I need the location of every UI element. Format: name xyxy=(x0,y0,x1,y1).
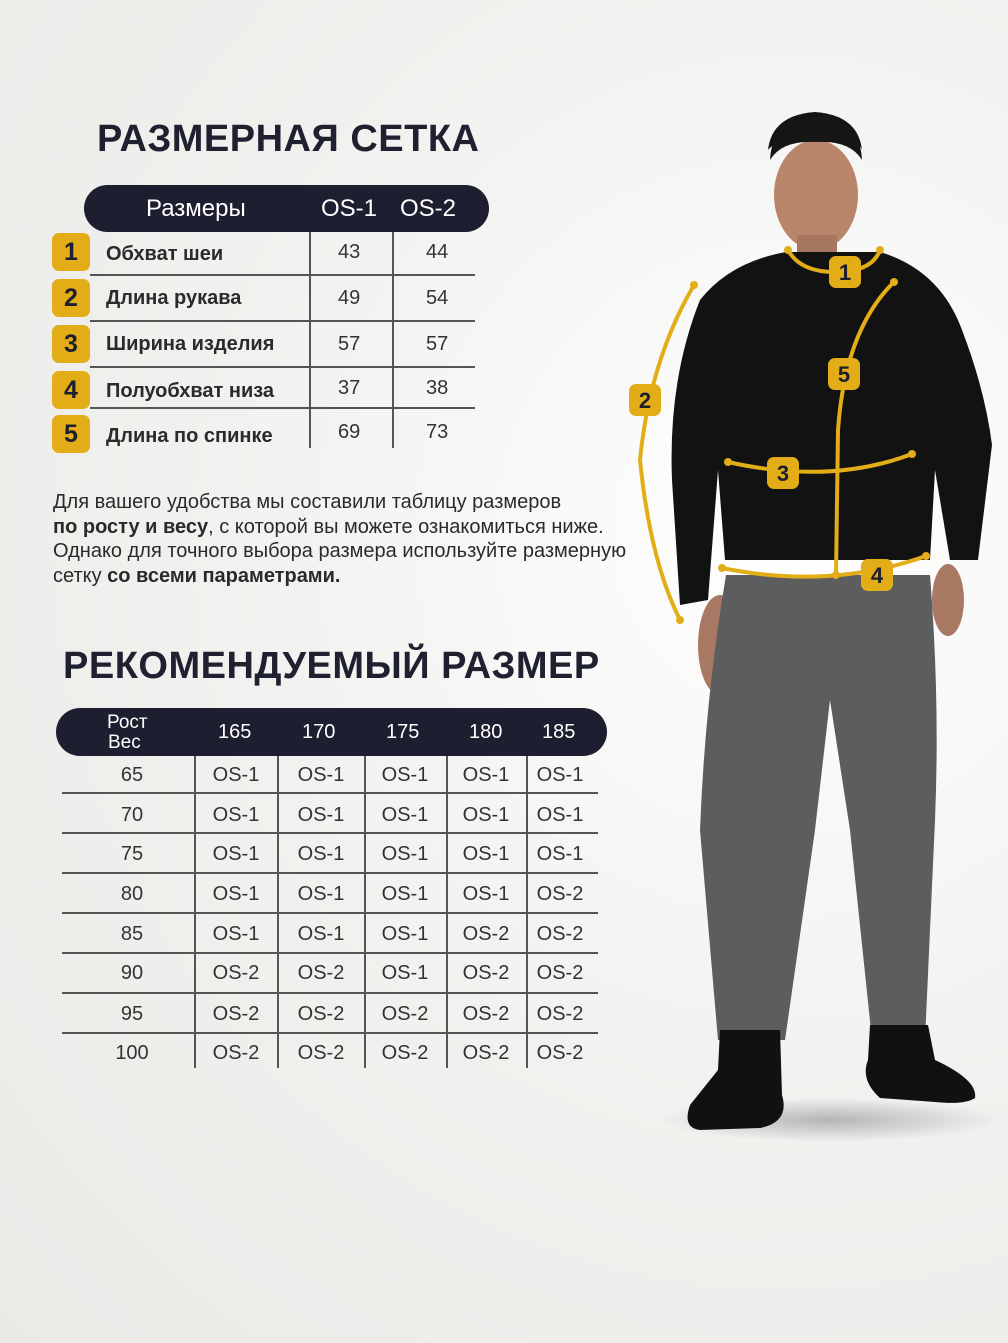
recommended-size-cell: OS-1 xyxy=(462,883,510,905)
recommended-size-cell: OS-2 xyxy=(536,883,584,905)
weight-cell: 65 xyxy=(120,764,144,786)
recommended-size-cell: OS-2 xyxy=(212,1003,260,1025)
recommended-size-cell: OS-1 xyxy=(381,923,429,945)
header-col-os2: OS-2 xyxy=(400,195,457,222)
recommended-size-cell: OS-2 xyxy=(462,1003,510,1025)
measure-value-os2: 44 xyxy=(426,241,449,263)
measure-value-os1: 69 xyxy=(338,421,361,443)
marker-3-text: 3 xyxy=(776,461,790,486)
recommended-size-cell: OS-1 xyxy=(212,923,260,945)
recommended-size-cell: OS-1 xyxy=(212,764,260,786)
marker-4 xyxy=(861,559,893,591)
trousers xyxy=(700,575,937,1040)
marker-4-text: 4 xyxy=(870,563,884,588)
measure-value-os1: 57 xyxy=(338,333,361,355)
recommended-size-cell: OS-1 xyxy=(381,804,429,826)
recommended-size-cell: OS-1 xyxy=(297,923,345,945)
measure-value-os2: 57 xyxy=(426,333,449,355)
marker-1 xyxy=(829,256,861,288)
recommended-size-cell: OS-2 xyxy=(297,1003,345,1025)
recommended-size-cell: OS-1 xyxy=(462,804,510,826)
measure-label: Полуобхват низа xyxy=(106,380,275,402)
recommended-size-cell: OS-2 xyxy=(462,923,510,945)
recommended-size-cell: OS-1 xyxy=(536,764,584,786)
measure-value-os2: 54 xyxy=(426,287,449,309)
recommended-size-cell: OS-2 xyxy=(212,1042,260,1064)
recommended-size-cell: OS-1 xyxy=(462,764,510,786)
corner-weight-label: Вес xyxy=(108,732,141,753)
height-col: 180 xyxy=(469,721,503,743)
recommended-size-cell: OS-1 xyxy=(297,883,345,905)
recommended-size-cell: OS-2 xyxy=(536,962,584,984)
row-number-badge: 3 xyxy=(52,325,90,363)
marker-2 xyxy=(629,384,661,416)
recommended-size-cell: OS-1 xyxy=(462,843,510,865)
recommended-size-cell: OS-1 xyxy=(381,843,429,865)
recommended-size-cell: OS-2 xyxy=(536,1042,584,1064)
note-bold: со всеми параметрами. xyxy=(107,564,341,587)
height-col: 170 xyxy=(302,721,336,743)
weight-cell: 70 xyxy=(120,804,144,826)
header-col-os1: OS-1 xyxy=(321,195,378,222)
left-boot xyxy=(688,1030,784,1130)
weight-cell: 100 xyxy=(115,1042,149,1064)
marker-5 xyxy=(828,358,860,390)
recommended-size-cell: OS-2 xyxy=(212,962,260,984)
recommended-size-cell: OS-1 xyxy=(536,843,584,865)
model-head xyxy=(768,112,862,260)
note-text: , с которой вы можете ознакомиться ниже. Однако для точного выбора размера используйте размерную сетку xyxy=(53,515,627,587)
recommended-size-cell: OS-2 xyxy=(462,1042,510,1064)
recommended-size-cell: OS-1 xyxy=(297,764,345,786)
row-number-badge: 1 xyxy=(52,233,90,271)
recommended-size-cell: OS-1 xyxy=(212,804,260,826)
marker-1-text: 1 xyxy=(838,260,852,285)
recommended-size-cell: OS-2 xyxy=(462,962,510,984)
recommended-size-cell: OS-2 xyxy=(381,1042,429,1064)
height-col: 175 xyxy=(386,721,420,743)
measure-label: Длина рукава xyxy=(106,287,242,309)
weight-cell: 75 xyxy=(120,843,144,865)
row-number-badge: 2 xyxy=(52,279,90,317)
recommended-size-cell: OS-1 xyxy=(297,843,345,865)
recommended-size-cell: OS-1 xyxy=(381,883,429,905)
recommended-size-cell: OS-2 xyxy=(536,923,584,945)
note-text: Для вашего удобства мы составили таблицу размеров xyxy=(53,491,562,513)
measure-value-os2: 38 xyxy=(426,377,449,399)
header-sizes-label: Размеры xyxy=(146,195,246,222)
marker-2-text: 2 xyxy=(638,388,652,413)
weight-cell: 85 xyxy=(120,923,144,945)
row-number-badge: 5 xyxy=(52,415,90,453)
measure-value-os2: 73 xyxy=(426,421,449,443)
corner-height-label: Рост xyxy=(107,712,148,733)
weight-cell: 80 xyxy=(120,883,144,905)
recommended-size-cell: OS-2 xyxy=(381,1003,429,1025)
measure-value-os1: 43 xyxy=(338,241,361,263)
recommended-size-cell: OS-1 xyxy=(297,804,345,826)
weight-cell: 95 xyxy=(120,1003,144,1025)
marker-5-text: 5 xyxy=(837,362,851,387)
measure-value-os1: 37 xyxy=(338,377,361,399)
recommended-size-cell: OS-1 xyxy=(212,883,260,905)
recommended-size-cell: OS-2 xyxy=(297,1042,345,1064)
measure-value-os1: 49 xyxy=(338,287,361,309)
recommended-size-cell: OS-1 xyxy=(381,962,429,984)
sweater xyxy=(672,252,992,605)
measure-label: Ширина изделия xyxy=(106,333,275,355)
recommended-size-cell: OS-1 xyxy=(536,804,584,826)
recommended-size-cell: OS-2 xyxy=(297,962,345,984)
note-bold: по росту и весу xyxy=(53,515,209,538)
row-number-badge: 4 xyxy=(52,371,90,409)
measure-label: Длина по спинке xyxy=(106,425,273,447)
height-col: 185 xyxy=(542,721,576,743)
marker-3 xyxy=(767,457,799,489)
recommended-size-title: РЕКОМЕНДУЕМЫЙ РАЗМЕР xyxy=(63,645,600,687)
height-col: 165 xyxy=(218,721,252,743)
size-chart-title: РАЗМЕРНАЯ СЕТКА xyxy=(97,118,480,160)
measure-label: Обхват шеи xyxy=(106,243,224,265)
right-boot xyxy=(866,1025,975,1103)
recommended-size-cell: OS-2 xyxy=(536,1003,584,1025)
recommended-size-cell: OS-1 xyxy=(381,764,429,786)
recommended-size-cell: OS-1 xyxy=(212,843,260,865)
right-hand xyxy=(932,564,964,636)
weight-cell: 90 xyxy=(120,962,144,984)
